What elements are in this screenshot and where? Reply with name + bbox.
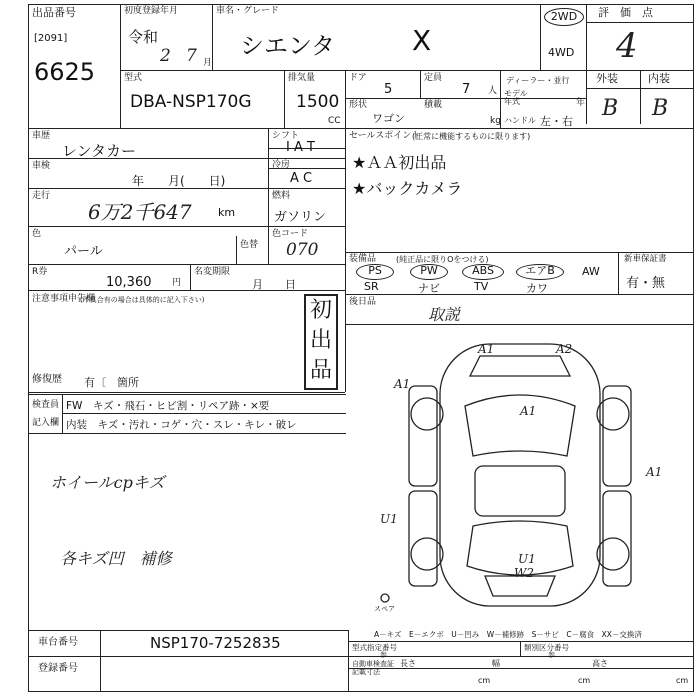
shape-label: 形状 [349, 100, 368, 110]
cc-unit: CC [328, 116, 341, 126]
ref-1: 参 [380, 651, 387, 659]
sales-point-1: ★ＡＡ初出品 [352, 153, 447, 172]
first-listing-stamp [304, 294, 338, 390]
inspector-row-2: 内装 キズ・汚れ・コゲ・穴・スレ・キレ・破レ [66, 419, 297, 431]
equipment-label: 装備品 [349, 254, 377, 264]
lot-sub-number: [2091] [34, 33, 68, 44]
color-code-label: 色コード [272, 229, 309, 239]
person-unit: 人 [488, 86, 498, 96]
equip-ps: PS [356, 264, 394, 280]
capacity: 7 [462, 82, 471, 97]
color-code: 070 [286, 240, 319, 260]
ac: A C [290, 171, 313, 186]
width-label: 幅 [492, 659, 500, 668]
fuel: ガソリン [274, 210, 327, 225]
yen-unit: 円 [172, 278, 182, 288]
ref-2: 参 [548, 651, 555, 659]
repair-label: 修復歴 [32, 374, 62, 385]
score-label: 評 価 点 [598, 6, 653, 19]
exterior-grade: B [602, 96, 619, 121]
equip-tv: TV [474, 280, 489, 293]
equip-leather: カワ [526, 282, 548, 295]
lot-number-label: 出品番号 [32, 6, 76, 19]
first-listing-char-2: 出 [309, 328, 332, 353]
history-label: 車歴 [32, 131, 51, 141]
doors-label: ドア [349, 73, 367, 83]
mark-a1-right: A1 [646, 465, 663, 479]
interior-label: 内装 [648, 72, 670, 85]
model-year-label: モデル年式 [504, 89, 528, 106]
notes-sub: (不具合有の場合は具体的に記入下さい) [80, 296, 205, 304]
first-listing-char-1: 初 [309, 298, 332, 323]
spare-label: スペア [374, 605, 395, 613]
registration-label: 登録番号 [38, 663, 78, 674]
type-approval-label: 型式指定番号 [352, 643, 397, 652]
first-listing-char-3: 品 [309, 358, 332, 383]
sales-points-label: セールスポイント [349, 131, 421, 141]
load-label: 積載 [424, 100, 443, 110]
reg-month: 7 [186, 46, 197, 66]
color-change-label: 色替 [240, 240, 259, 250]
displacement-label: 排気量 [288, 73, 316, 83]
chassis-label: 車台番号 [38, 637, 78, 648]
inspector-row-1: FW キズ・飛石・ヒビ割・リペア跡・×要 [66, 400, 270, 412]
chassis-number: NSP170-7252835 [150, 634, 281, 652]
ac-label: 冷房 [272, 160, 291, 170]
model: DBA-NSP170G [130, 92, 252, 112]
mileage-label: 走行 [32, 191, 51, 201]
notes-label: 注意事項申告欄 [32, 294, 96, 304]
car-name-label: 車名・グレード [216, 6, 280, 16]
doors: 5 [384, 82, 393, 97]
shape: ワゴン [372, 112, 405, 125]
equip-pw: PW [410, 264, 448, 280]
mark-w2-rear: W2 [514, 566, 534, 580]
interior-grade: B [652, 96, 669, 121]
fuel-label: 燃料 [272, 191, 291, 201]
equip-aw: AW [582, 265, 600, 278]
repair-value: 有〔 箇所 [84, 376, 139, 389]
damage-legend: A－キズ E－エクボ U－凹み W－補修跡 S－サビ C－腐食 XX－交換済 [374, 630, 642, 639]
car-damage-diagram [345, 326, 694, 626]
kg-unit: kg [490, 116, 501, 126]
capacity-label: 定員 [424, 73, 443, 83]
model-label: 型式 [124, 73, 143, 83]
drive-2wd-circle: 2WD [544, 8, 584, 26]
dealer-label: ディーラー・並行 [506, 76, 570, 85]
handle: 左・右 [540, 115, 573, 128]
color: パール [64, 244, 103, 259]
height-unit: cm [676, 676, 689, 685]
name-change-value: 月 日 [252, 278, 296, 291]
width-unit: cm [578, 676, 591, 685]
r-label: R券 [32, 267, 48, 277]
equip-sr: SR [364, 280, 379, 293]
displacement: 1500 [296, 92, 340, 112]
mark-u1-left: U1 [380, 512, 398, 526]
mark-u1-rear: U1 [518, 552, 536, 566]
mark-a1-roof: A1 [520, 404, 537, 418]
shift: I A T [286, 140, 315, 155]
class-label: 類別区分番号 [524, 643, 569, 652]
month-unit: 月 [203, 58, 213, 68]
name-change-label: 名変期限 [194, 267, 231, 277]
warranty: 有・無 [626, 276, 666, 291]
lot-number: 6625 [34, 58, 96, 86]
exterior-label: 外装 [596, 72, 618, 85]
r-value: 10,360 [106, 275, 152, 290]
inspector-label-1: 検査員 [32, 400, 60, 410]
car-name: シエンタ [240, 32, 336, 60]
inspection-value: 年 月( 日) [132, 174, 226, 188]
height-label: 高さ [592, 659, 608, 668]
reg-year: 2 [160, 46, 171, 66]
history: レンタカー [62, 142, 137, 160]
grade: X [412, 24, 432, 57]
post-items-label: 後日品 [349, 297, 377, 307]
first-reg-label: 初度登録年月 [124, 6, 179, 16]
score: 4 [616, 26, 638, 66]
era: 令和 [128, 28, 159, 46]
equip-abs: ABS [462, 264, 504, 280]
length-unit: cm [478, 676, 491, 685]
handle-label: ハンドル [504, 116, 536, 125]
post-items-value: 取説 [428, 305, 461, 324]
handwritten-note-2: 各キズ凹 補修 [60, 549, 172, 568]
mark-a1-left: A1 [394, 377, 411, 391]
mark-a2-front-right: A2 [556, 342, 573, 356]
handwritten-note-1: ホイールcpキズ [50, 473, 165, 492]
size-label: 自動車検査証記載寸法 [352, 660, 394, 676]
drive-4wd: 4WD [548, 46, 575, 59]
year-unit: 年 [576, 98, 586, 108]
warranty-label: 新車保証書 [624, 254, 667, 264]
length-label: 長さ [400, 659, 416, 668]
km-unit: km [218, 206, 236, 219]
equip-airbag: エアB [516, 264, 564, 280]
mark-a1-front-left: A1 [478, 342, 495, 356]
color-label: 色 [32, 229, 42, 239]
inspection-label: 車検 [32, 161, 51, 171]
sales-point-2: ★バックカメラ [352, 179, 463, 198]
inspector-label-2: 記入欄 [32, 418, 60, 428]
sales-points-sub: (正常に機能するものに限ります) [412, 132, 531, 141]
shift-label: シフト [272, 131, 300, 141]
equipment-sub: (純正品に限りOをつける) [396, 255, 489, 264]
mileage: 6万2千647 [88, 200, 192, 224]
equip-navi: ナビ [418, 282, 440, 295]
